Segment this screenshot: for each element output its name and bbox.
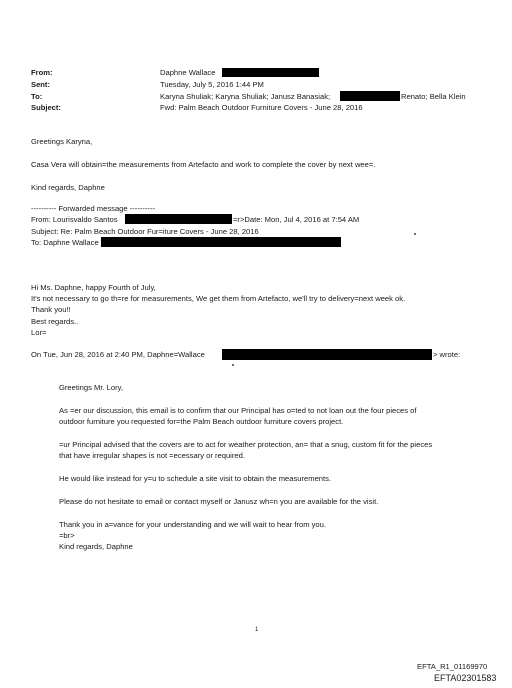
redaction-bar (101, 237, 341, 247)
quote-intro: On Tue, Jun 28, 2016 at 2:40 PM, Daphne=Wallace (31, 350, 205, 359)
quoted-paragraph: Please do not hesitate to email or contact myself or Janusz wh=n you are available for the visit. (59, 497, 379, 506)
quoted-line: =br> (59, 531, 75, 540)
sent-value: Tuesday, July 5, 2016 1:44 PM (160, 80, 264, 89)
page-number: 1 (255, 627, 259, 633)
redaction-bar (222, 349, 432, 360)
sent-label: Sent: (31, 80, 50, 89)
quoted-paragraph: As =er our discussion, this email is to confirm that our Principal has o=ted to not loan out the four pieces of (59, 406, 417, 415)
fwd-date: =r>Date: Mon, Jul 4, 2016 at 7:54 AM (233, 215, 360, 224)
forwarded-marker: ---------- Forwarded message ---------- (31, 204, 156, 213)
footer-id: EFTA02301583 (434, 673, 497, 683)
reply-hi: Hi Ms. Daphne, happy Fourth of July, (31, 283, 156, 292)
reply-line: It's not necessary to go th=re for measurements, We get them from Artefacto, we'll try to delivery=next week ok. (31, 294, 406, 303)
reply-best: Best regards.. (31, 317, 79, 326)
redaction-bar (340, 91, 400, 101)
quoted-paragraph: Thank you in a=vance for your understanding and we will wait to hear from you. (59, 520, 326, 529)
speck (232, 364, 234, 366)
greeting: Greetings Karyna, (31, 137, 93, 146)
quoted-greeting: Greetings Mr. Lory, (59, 383, 124, 392)
quoted-paragraph: that have irregular shapes is not =ecessary or required. (59, 451, 245, 460)
subject-value: Fwd: Palm Beach Outdoor Furniture Covers - June 28, 2016 (160, 103, 363, 112)
body-line: Casa Vera will obtain=the measurements from Artefacto and work to complete the cover by next wee=. (31, 160, 376, 169)
quoted-paragraph: He would like instead for y=u to schedule a site visit to obtain the measurements. (59, 474, 332, 483)
quoted-regards: Kind regards, Daphne (59, 542, 133, 551)
footer-id: EFTA_R1_01169970 (417, 662, 488, 671)
speck (414, 233, 416, 235)
redaction-bar (125, 214, 232, 224)
subject-label: Subject: (31, 103, 61, 112)
redaction-bar (222, 68, 319, 77)
quoted-paragraph: =ur Principal advised that the covers are to act for weather protection, an= that a snug, custom fit for the pieces (59, 440, 433, 449)
fwd-from: From: Lourisvaldo Santos (31, 215, 118, 224)
reply-signature: Lor= (31, 328, 47, 337)
quoted-paragraph: outdoor furniture you requested for=the Palm Beach outdoor furniture covers project. (59, 417, 344, 426)
to-value-tail: Renato; Bella Klein (401, 92, 466, 101)
reply-thanks: Thank you!! (31, 305, 71, 314)
to-value: Karyna Shuliak; Karyna Shuliak; Janusz Banasiak; (160, 92, 331, 101)
fwd-to: To: Daphne Wallace (31, 238, 99, 247)
fwd-subject: Subject: Re: Palm Beach Outdoor Fur=iture Covers - June 28, 2016 (31, 227, 259, 236)
from-label: From: (31, 68, 53, 77)
to-label: To: (31, 92, 43, 101)
from-value: Daphne Wallace (160, 68, 216, 77)
quote-intro-tail: > wrote: (433, 350, 461, 359)
kind-regards: Kind regards, Daphne (31, 183, 105, 192)
